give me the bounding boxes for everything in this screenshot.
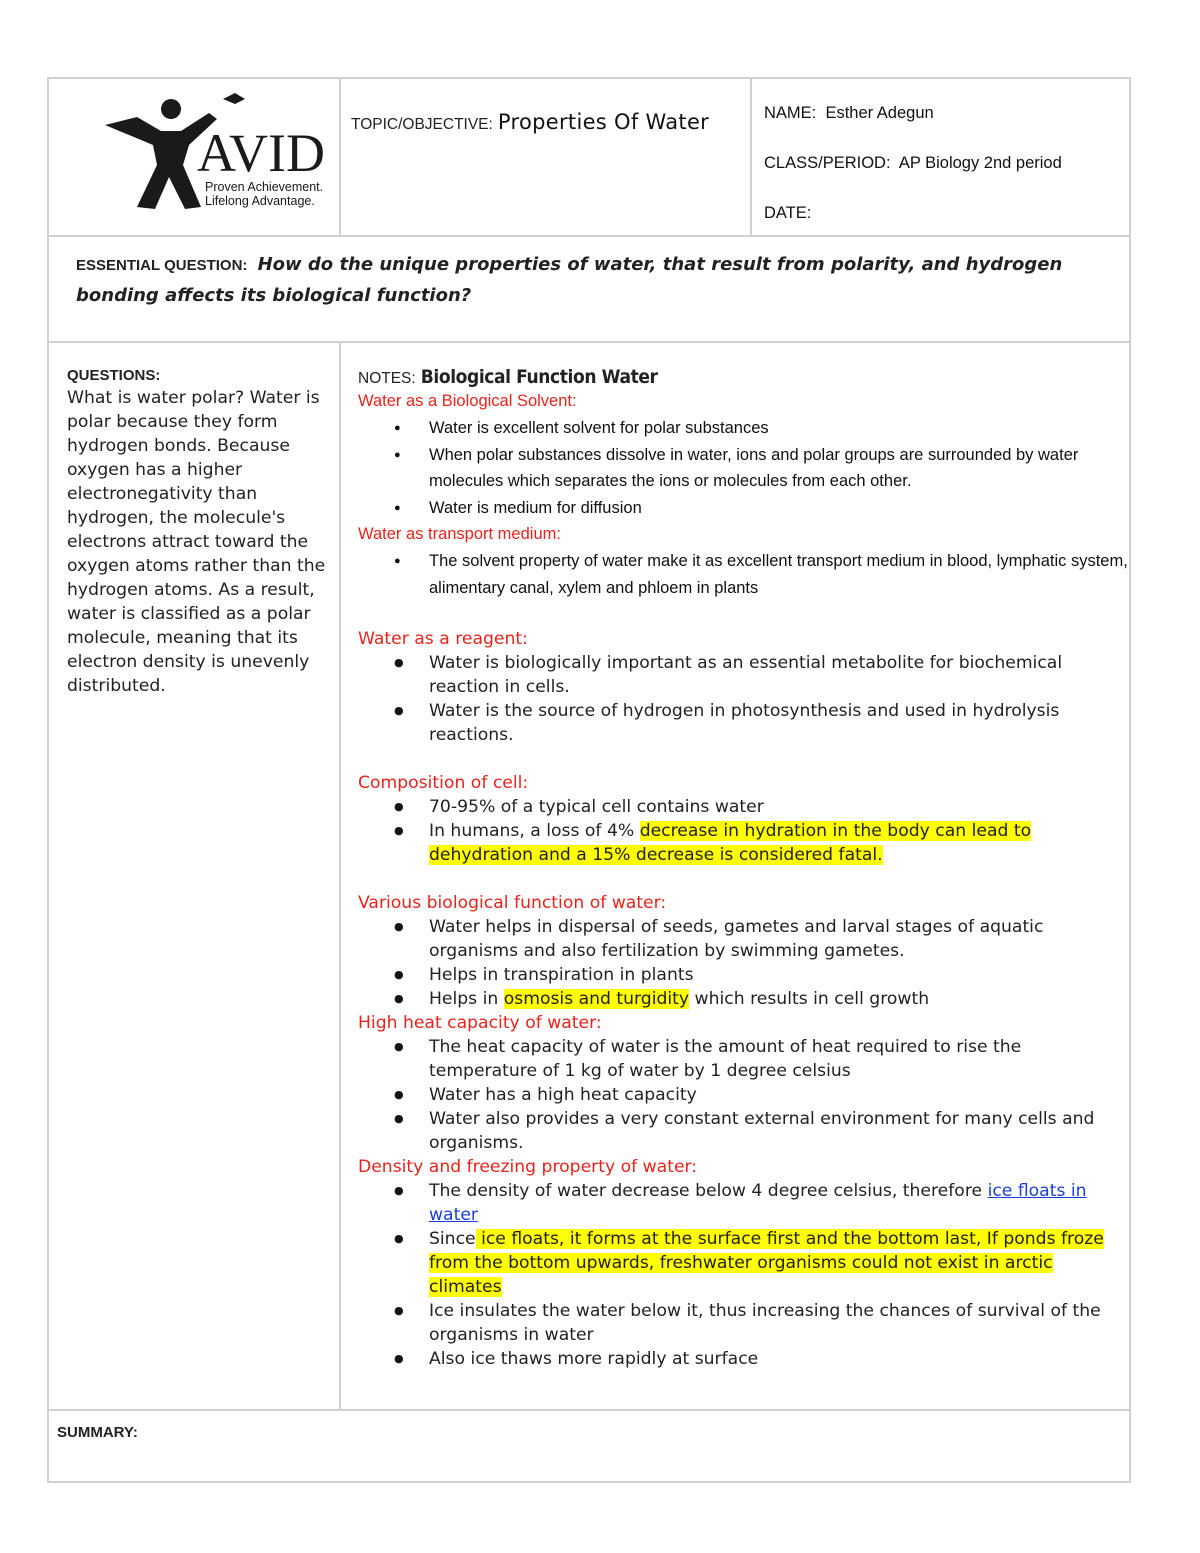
cornell-notes-page bbox=[47, 77, 1131, 1483]
list-item bbox=[358, 987, 1128, 1011]
list-item: ● Water is medium for diffusion bbox=[358, 495, 1128, 522]
composition-text: In humans, a loss of 4% bbox=[429, 821, 640, 841]
logo-tagline-1: Proven Achievement. bbox=[205, 180, 324, 194]
ice-floats-link[interactable]: ice floats in water bbox=[429, 1181, 1087, 1225]
transport-heading: Water as transport medium: bbox=[358, 525, 561, 543]
header-divider-right bbox=[750, 79, 752, 236]
list-item bbox=[358, 1227, 1128, 1299]
name-label: NAME: bbox=[764, 104, 817, 122]
list-item: ● Water is the source of hydrogen in photosynthesis and used in hydrolysis reactions. bbox=[358, 699, 1128, 747]
list-item: ● When polar substances dissolve in water, ions and polar groups are surrounded by water molecules which separates the ions or molecules from each other. bbox=[358, 442, 1128, 495]
transport-list bbox=[358, 548, 1128, 601]
highlighted-text: osmosis and turgidity bbox=[503, 989, 690, 1009]
list-item: ● The heat capacity of water is the amount of heat required to rise the temperature of 1 kg of water by 1 degree celsius bbox=[358, 1035, 1128, 1083]
name-value: Esther Adegun bbox=[825, 104, 934, 122]
questions-label: QUESTIONS: bbox=[67, 367, 161, 384]
essential-question-label: ESSENTIAL QUESTION: bbox=[76, 257, 248, 274]
notes-column bbox=[358, 366, 1128, 1371]
questions-column bbox=[67, 367, 329, 698]
density-text: The density of water decrease below 4 degree celsius, therefore bbox=[429, 1181, 988, 1201]
density-text: Since bbox=[429, 1229, 476, 1249]
heat-heading: High heat capacity of water: bbox=[358, 1013, 602, 1033]
various-list bbox=[358, 915, 1128, 1011]
questions-text: What is water polar? Water is polar because they form hydrogen bonds. Because oxygen has a higher electronegativity than hydrogen, the molecule's electrons attract toward the oxygen atoms rather than the hydrogen atoms. As a result, water is classified as a polar molecule, meaning that its electron density is unevenly distributed. bbox=[67, 388, 326, 696]
list-item: ● Ice insulates the water below it, thus increasing the chances of survival of the organisms in water bbox=[358, 1299, 1128, 1347]
list-item: ● The solvent property of water make it as excellent transport medium in blood, lymphatic system, alimentary canal, xylem and phloem in plants bbox=[358, 548, 1128, 601]
solvent-heading: Water as a Biological Solvent: bbox=[358, 392, 577, 410]
list-item: ● Water has a high heat capacity bbox=[358, 1083, 1128, 1107]
topic-label: TOPIC/OBJECTIVE: bbox=[351, 116, 493, 133]
list-item bbox=[358, 819, 1128, 867]
essential-question-text: How do the unique properties of water, that result from polarity, and hydrogen bonding affects its biological function? bbox=[76, 254, 1063, 306]
list-item: ● Also ice thaws more rapidly at surface bbox=[358, 1347, 1128, 1371]
notes-divider bbox=[339, 341, 341, 1411]
various-heading: Various biological function of water: bbox=[358, 893, 667, 913]
list-item: ● Helps in transpiration in plants bbox=[358, 963, 1128, 987]
logo-tagline-2: Lifelong Advantage. bbox=[205, 194, 315, 208]
notes-header bbox=[358, 366, 1128, 388]
class-value: AP Biology 2nd period bbox=[898, 154, 1062, 172]
topic-objective bbox=[351, 104, 711, 140]
list-item: ● Water helps in dispersal of seeds, gametes and larval stages of aquatic organisms and also fertilization by swimming gametes. bbox=[358, 915, 1128, 963]
density-heading: Density and freezing property of water: bbox=[358, 1157, 698, 1177]
student-info bbox=[764, 104, 1124, 254]
composition-list bbox=[358, 795, 1128, 867]
question-rule bbox=[49, 341, 1129, 343]
list-item bbox=[358, 1179, 1128, 1227]
avid-logo bbox=[97, 87, 337, 213]
notes-title: Biological Function Water bbox=[420, 366, 658, 388]
highlighted-text: decrease in hydration in the body can lead to dehydration and a 15% decrease is considered fatal. bbox=[429, 821, 1032, 865]
class-label: CLASS/PERIOD: bbox=[764, 154, 891, 172]
composition-heading: Composition of cell: bbox=[358, 773, 529, 793]
summary-label: SUMMARY: bbox=[57, 1424, 138, 1441]
notes-label: NOTES: bbox=[358, 370, 416, 387]
date-label: DATE: bbox=[764, 204, 812, 222]
heat-list bbox=[358, 1035, 1128, 1155]
list-item: ● Water also provides a very constant external environment for many cells and organisms. bbox=[358, 1107, 1128, 1155]
solvent-list bbox=[358, 415, 1128, 521]
logo-wordmark: AVID bbox=[197, 123, 326, 183]
highlighted-text: ice floats, it forms at the surface first and the bottom last, If ponds froze from the bottom upwards, freshwater organisms could not exist in arctic climates bbox=[429, 1229, 1104, 1297]
various-text: Helps in bbox=[429, 989, 504, 1009]
essential-question bbox=[76, 250, 1106, 311]
summary-rule bbox=[49, 1409, 1129, 1411]
list-item: ● Water is excellent solvent for polar substances bbox=[358, 415, 1128, 442]
list-item: ● Water is biologically important as an essential metabolite for biochemical reaction in cells. bbox=[358, 651, 1128, 699]
reagent-list bbox=[358, 651, 1128, 747]
density-list bbox=[358, 1179, 1128, 1371]
topic-value: Properties Of Water bbox=[497, 110, 710, 134]
reagent-heading: Water as a reagent: bbox=[358, 629, 528, 649]
various-text: which results in cell growth bbox=[689, 989, 930, 1009]
list-item: ● 70-95% of a typical cell contains water bbox=[358, 795, 1128, 819]
header-divider-left bbox=[339, 79, 341, 236]
